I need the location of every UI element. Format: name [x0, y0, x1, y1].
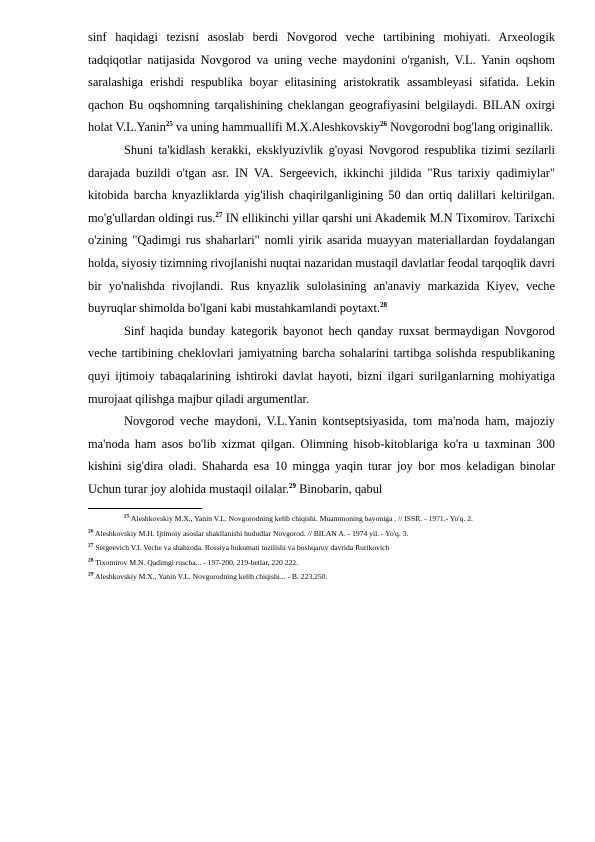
paragraph-text: Shuni ta'kidlash kerakki, eksklyuzivlik g'oyasi Novgorod respublika tizimi sezilarli darajada buzildi o'tgan asr. IN VA. Sergeevich, ikkinchi jildida "Rus tarixiy qadimiylar" kitobida barcha knyazliklarda yig'ilish chaqirilganligining 50 dan ortiq dalillari keltirilgan. mo'g'ullardan oldingi rus.	[88, 142, 555, 225]
footnote-text: Aleshkovskiy M.X., Yanin V.L. Novgorodning kelib chiqishi... - B. 223,250.	[93, 572, 328, 582]
footnote-ref-26[interactable]: 26	[380, 120, 387, 129]
footnote-number: 27	[88, 542, 94, 549]
body-paragraph-3	[88, 320, 555, 410]
paragraph-text: Novgorodni bog'lang originallik.	[387, 120, 554, 135]
footnote-number: 25	[124, 513, 130, 520]
footnote-ref-25[interactable]: 25	[165, 120, 173, 129]
paragraph-text: sinf haqidagi tezisni asoslab berdi Novgorod veche tartibining mohiyati. Arxeologik tadqiqotlar natijasida Novgorod va uning veche maydonini o'rganish, V.L. Yanin oqshom saralashiga erishdi respublika boyar elitasining aristokratik assambleyasi sifatida. Lekin qachon Bu oqshomning tarqalishining cheklangan geografiyasini belgilaydi. BILAN oxirgi holat V.L.Yanin	[88, 30, 555, 135]
footnote-separator	[88, 508, 202, 509]
paragraph-text: Sinf haqida bunday kategorik bayonot hech qanday ruxsat bermaydigan Novgorod veche tartibining cheklovlari jamiyatning barcha sohalarini tartibga solishda respublikaning quyi ijtimoiy tabaqalarining ishtiroki davlat hayoti, bizni ilgari surilganlarning mohiyatiga murojaat qilishga majbur qiladi argumentlar.	[88, 323, 555, 406]
footnote-number: 26	[88, 528, 94, 535]
paragraph-text: IN ellikinchi yillar qarshi uni Akademik M.N Tixomirov. Tarixchi o'zining "Qadimgi rus shaharlari" nomli yirik asarida muayyan materiallardan foydalangan holda, siyosiy tizimning rivojlanishi nuqtai nazaridan mustaqil davlatlar feodal tarqoqlik davri bir yo'nalishda rivojlandi. Rus knyazlik sulolasining an'anaviy markazida Kiyev, veche buyruqlar shimolda bo'lgani kabi mustahkamlandi poytaxt.	[88, 210, 555, 316]
footnote-ref-29[interactable]: 29	[288, 481, 296, 490]
document-page	[88, 26, 555, 585]
footnote-29	[88, 570, 555, 584]
footnote-28	[88, 556, 555, 570]
footnote-27	[88, 541, 555, 555]
body-paragraph-1	[88, 26, 555, 139]
paragraph-text: va uning hammuallifi M.X.Aleshkovskiy	[172, 120, 380, 135]
footnote-ref-27[interactable]: 27	[215, 210, 223, 219]
footnote-number: 28	[88, 557, 94, 564]
footnote-26	[88, 527, 555, 541]
footnotes	[88, 512, 555, 584]
body-paragraph-4	[88, 410, 555, 500]
footnote-text: Aleshkovskiy M.X., Yanin V.L. Novgorodning kelib chiqishi. Muammoning bayoniga . // ISSR. - 1971.- Yo'q. 2.	[129, 514, 473, 524]
footnote-text: Aleshkovskiy M.H. Ijtimoiy asoslar shakllanishi hududlar Novgorod. // BILAN A. - 1974 yil. - Yo'q. 3.	[93, 528, 409, 538]
footnote-text: Tixomirov M.N. Qadimgi ruscha... - 197-200, 219-betlar, 220 222.	[93, 557, 299, 567]
footnote-number: 29	[88, 571, 94, 578]
paragraph-text: Binobarin, qabul	[295, 481, 383, 496]
footnote-ref-28[interactable]: 28	[380, 301, 387, 309]
body-paragraph-2	[88, 139, 555, 320]
footnote-text: Sergeevich V.I. Veche va shahzoda. Rossiya hukumati tuzilishi va boshqaruv davrida Rurikovich	[93, 543, 390, 553]
footnote-25	[88, 512, 555, 526]
paragraph-text: Novgorod veche maydoni, V.L.Yanin kontseptsiyasida, tom ma'noda ham, majoziy ma'noda ham asos bo'lib xizmat qilgan. Olimning hisob-kitoblariga ko'ra u taxminan 300 kishini sig'dira oladi. Shaharda esa 10 mingga yaqin turar joy bor mos keladigan binolar Uchun turar joy alohida mustaqil oilalar.	[88, 414, 555, 496]
